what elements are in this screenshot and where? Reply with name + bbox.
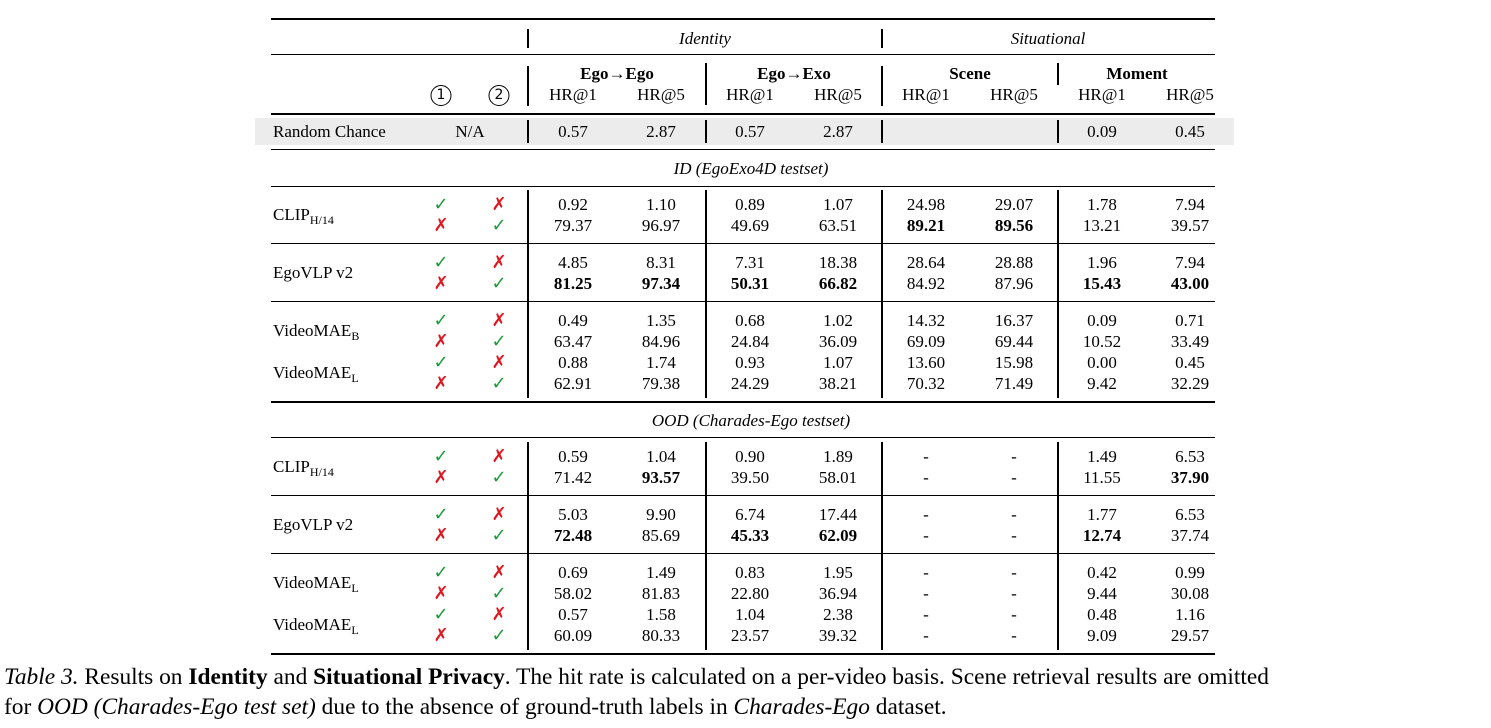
metric-header: HR@1 <box>902 85 950 104</box>
table-cell: 39.57 <box>1170 216 1210 235</box>
cross-icon: ✗ <box>433 525 449 546</box>
section-title-ood: OOD (Charades-Ego testset) <box>651 411 851 430</box>
check-icon: ✓ <box>491 373 507 394</box>
vertical-rule <box>705 120 707 143</box>
vertical-rule <box>527 29 529 48</box>
table-caption <box>4 662 1491 722</box>
table-cell: 50.31 <box>730 274 770 293</box>
check-icon: ✓ <box>491 525 507 546</box>
table-cell: 71.42 <box>553 468 593 487</box>
table-cell: 1.74 <box>646 353 676 372</box>
metric-header: HR@5 <box>637 85 685 104</box>
table-cell: 0.69 <box>558 563 588 582</box>
group-separator <box>271 553 1215 554</box>
bottom-rule <box>271 653 1215 655</box>
caption-bold: Identity <box>188 664 268 690</box>
group-rule <box>271 54 1215 55</box>
model-name: CLIP <box>273 205 310 224</box>
table-cell: - <box>1011 505 1017 524</box>
section-rule <box>271 401 1215 403</box>
vertical-rule <box>705 442 707 650</box>
model-name: VideoMAE <box>273 573 352 592</box>
table-cell: 7.31 <box>735 253 765 272</box>
table-cell: - <box>1011 626 1017 645</box>
table-cell: - <box>923 626 929 645</box>
table-cell: 84.96 <box>641 332 681 351</box>
table-cell: 0.93 <box>735 353 765 372</box>
table-cell: 9.09 <box>1087 626 1117 645</box>
table-cell: 6.53 <box>1175 505 1205 524</box>
table-cell: 36.94 <box>818 584 858 603</box>
table-cell: 1.10 <box>646 195 676 214</box>
caption-italic: OOD (Charades-Ego test set) <box>37 694 316 720</box>
table-cell: - <box>923 468 929 487</box>
table-cell: 10.52 <box>1082 332 1122 351</box>
top-rule <box>271 18 1215 20</box>
section-rule <box>271 437 1215 438</box>
table-cell: 1.16 <box>1175 605 1205 624</box>
table-cell: 97.34 <box>641 274 681 293</box>
table-cell: - <box>923 605 929 624</box>
model-label <box>273 320 359 341</box>
check-icon: ✓ <box>491 331 507 352</box>
table-cell: 1.49 <box>1087 447 1117 466</box>
vertical-rule <box>705 190 707 398</box>
caption-italic: Charades-Ego <box>733 694 870 720</box>
table-cell: 1.58 <box>646 605 676 624</box>
table-cell: 0.90 <box>735 447 765 466</box>
table-cell: - <box>1011 563 1017 582</box>
table-cell: 79.38 <box>641 374 681 393</box>
model-label <box>273 204 334 225</box>
caption-bold: Situational Privacy <box>313 664 505 690</box>
table-cell: 69.44 <box>994 332 1034 351</box>
model-subscript: H/14 <box>309 213 334 227</box>
table-cell: 23.57 <box>730 626 770 645</box>
model-subscript: L <box>351 623 359 637</box>
cross-icon: ✗ <box>491 562 507 583</box>
table-cell: 0.48 <box>1087 605 1117 624</box>
table-cell: 84.92 <box>906 274 946 293</box>
table-cell: 49.69 <box>730 216 770 235</box>
table-cell: 0.83 <box>735 563 765 582</box>
table-cell: 80.33 <box>641 626 681 645</box>
table-cell: 5.03 <box>558 505 588 524</box>
table-cell: 24.84 <box>730 332 770 351</box>
table-cell: 14.32 <box>906 311 946 330</box>
table-cell: 32.29 <box>1170 374 1210 393</box>
table-cell: 15.43 <box>1082 274 1122 293</box>
metric-header: HR@5 <box>990 85 1038 104</box>
table-cell: 96.97 <box>641 216 681 235</box>
table-cell: 71.49 <box>994 374 1034 393</box>
table-cell: 89.56 <box>994 216 1034 235</box>
table-cell: - <box>1011 526 1017 545</box>
table-cell: 11.55 <box>1083 468 1121 487</box>
table-cell: 7.94 <box>1175 253 1205 272</box>
random-chance-value: 2.87 <box>646 122 676 141</box>
model-name: EgoVLP v2 <box>273 515 354 534</box>
metric-header: HR@1 <box>726 85 774 104</box>
vertical-rule <box>881 442 883 650</box>
table-cell: 0.42 <box>1087 563 1117 582</box>
caption-text: for <box>4 694 38 720</box>
model-label <box>273 572 359 593</box>
table-cell: 2.38 <box>823 605 853 624</box>
table-cell: 81.25 <box>553 274 593 293</box>
table-cell: 9.42 <box>1087 374 1117 393</box>
task-header-ego-exo: Ego→Exo <box>757 64 831 83</box>
table-cell: 1.07 <box>823 195 853 214</box>
header-rule <box>271 113 1215 115</box>
cross-icon: ✗ <box>433 331 449 352</box>
table-cell: 58.01 <box>818 468 858 487</box>
table-cell: 62.09 <box>818 526 858 545</box>
check-icon: ✓ <box>491 583 507 604</box>
table-cell: 18.38 <box>818 253 858 272</box>
model-name: VideoMAE <box>273 321 352 340</box>
table-cell: 1.04 <box>735 605 765 624</box>
table-cell: 17.44 <box>818 505 858 524</box>
table-cell: 39.32 <box>818 626 858 645</box>
table-cell: 79.37 <box>553 216 593 235</box>
cross-icon: ✗ <box>491 504 507 525</box>
cross-icon: ✗ <box>433 583 449 604</box>
table-cell: 1.89 <box>823 447 853 466</box>
vertical-rule <box>527 442 529 650</box>
model-subscript: H/14 <box>309 465 334 479</box>
check-icon: ✓ <box>491 273 507 294</box>
table-cell: 0.99 <box>1175 563 1205 582</box>
table-cell: 1.77 <box>1087 505 1117 524</box>
table-cell: 39.50 <box>730 468 770 487</box>
vertical-rule <box>527 66 529 106</box>
metric-header: HR@1 <box>1078 85 1126 104</box>
table-cell: 66.82 <box>818 274 858 293</box>
group-separator <box>271 243 1215 244</box>
table-cell: 72.48 <box>553 526 593 545</box>
vertical-rule <box>527 190 529 398</box>
vertical-rule <box>1057 442 1059 650</box>
metric-header: HR@5 <box>814 85 862 104</box>
table-cell: 0.09 <box>1087 311 1117 330</box>
table-cell: 1.78 <box>1087 195 1117 214</box>
check-icon: ✓ <box>491 625 507 646</box>
table-cell: 29.07 <box>994 195 1034 214</box>
group-identity-label: Identity <box>679 29 731 48</box>
cross-icon: ✗ <box>491 352 507 373</box>
vertical-rule <box>881 120 883 143</box>
model-label <box>273 456 334 477</box>
random-chance-na: N/A <box>455 122 485 141</box>
table-cell: 43.00 <box>1170 274 1210 293</box>
check-icon: ✓ <box>433 604 449 625</box>
random-chance-value: 0.45 <box>1175 122 1205 141</box>
table-cell: 1.35 <box>646 311 676 330</box>
random-chance-value: 2.87 <box>823 122 853 141</box>
check-icon: ✓ <box>433 194 449 215</box>
table-cell: 24.29 <box>730 374 770 393</box>
table-cell: 1.02 <box>823 311 853 330</box>
table-cell: 1.04 <box>646 447 676 466</box>
model-subscript: L <box>351 581 359 595</box>
table-cell: 0.00 <box>1087 353 1117 372</box>
table-cell: 0.71 <box>1175 311 1205 330</box>
table-cell: 87.96 <box>994 274 1034 293</box>
cross-icon: ✗ <box>433 373 449 394</box>
table-cell: 0.88 <box>558 353 588 372</box>
task-header-scene: Scene <box>949 64 991 83</box>
table-cell: 28.64 <box>906 253 946 272</box>
vertical-rule <box>1057 120 1059 143</box>
table-cell: 81.83 <box>641 584 681 603</box>
table-cell: - <box>1011 605 1017 624</box>
caption-table-label: Table 3. <box>4 664 79 690</box>
table-cell: 9.90 <box>646 505 676 524</box>
group-situational-label: Situational <box>1010 29 1086 48</box>
table-cell: - <box>923 563 929 582</box>
task-header-ego-ego: Ego→Ego <box>580 64 654 83</box>
check-icon: ✓ <box>491 467 507 488</box>
model-label <box>273 614 359 635</box>
random-chance-value: 0.09 <box>1087 122 1117 141</box>
table-cell: 93.57 <box>641 468 681 487</box>
table-cell: 1.49 <box>646 563 676 582</box>
cross-icon: ✗ <box>433 215 449 236</box>
table-cell: - <box>1011 584 1017 603</box>
caption-text: . The hit rate is calculated on a per-video basis. Scene retrieval results are omitted <box>504 664 1269 690</box>
table-cell: 58.02 <box>553 584 593 603</box>
check-icon: ✓ <box>433 562 449 583</box>
metric-header: HR@5 <box>1166 85 1214 104</box>
group-separator <box>271 301 1215 302</box>
caption-text: dataset. <box>869 694 947 720</box>
table-cell: 30.08 <box>1170 584 1210 603</box>
table-cell: 9.44 <box>1087 584 1117 603</box>
group-separator <box>271 495 1215 496</box>
model-name: VideoMAE <box>273 363 352 382</box>
cross-icon: ✗ <box>433 467 449 488</box>
table-cell: 63.51 <box>818 216 858 235</box>
table-cell: 37.74 <box>1170 526 1210 545</box>
cross-icon: ✗ <box>491 604 507 625</box>
caption-text: and <box>267 664 314 690</box>
metric-header: HR@1 <box>549 85 597 104</box>
table-cell: 89.21 <box>906 216 946 235</box>
model-label <box>273 262 353 283</box>
table-cell: 16.37 <box>994 311 1034 330</box>
cross-icon: ✗ <box>491 252 507 273</box>
table-cell: 1.07 <box>823 353 853 372</box>
table-cell: 38.21 <box>818 374 858 393</box>
random-chance-label: Random Chance <box>273 122 386 141</box>
table-cell: 0.45 <box>1175 353 1205 372</box>
model-subscript: B <box>351 329 360 343</box>
table-cell: 63.47 <box>553 332 593 351</box>
cross-icon: ✗ <box>491 310 507 331</box>
model-label <box>273 362 359 383</box>
model-subscript: L <box>351 371 359 385</box>
table-cell: 15.98 <box>994 353 1034 372</box>
random-chance-value: 0.57 <box>735 122 765 141</box>
model-name: CLIP <box>273 457 310 476</box>
table-cell: 37.90 <box>1170 468 1210 487</box>
table-cell: 7.94 <box>1175 195 1205 214</box>
table-cell: 4.85 <box>558 253 588 272</box>
table-cell: 12.74 <box>1082 526 1122 545</box>
table-cell: 45.33 <box>730 526 770 545</box>
model-label <box>273 514 353 535</box>
section-rule <box>271 186 1215 187</box>
table-cell: 13.60 <box>906 353 946 372</box>
table-cell: - <box>923 505 929 524</box>
table-cell: 8.31 <box>646 253 676 272</box>
table-cell: - <box>1011 468 1017 487</box>
random-chance-rule <box>271 149 1215 150</box>
table-cell: 33.49 <box>1170 332 1210 351</box>
table-cell: 0.57 <box>558 605 588 624</box>
table-cell: 85.69 <box>641 526 681 545</box>
check-icon: ✓ <box>433 252 449 273</box>
table-cell: 69.09 <box>906 332 946 351</box>
table-cell: 29.57 <box>1170 626 1210 645</box>
table-cell: 6.74 <box>735 505 765 524</box>
random-chance-value: 0.57 <box>558 122 588 141</box>
table-cell: 24.98 <box>906 195 946 214</box>
table-cell: 28.88 <box>994 253 1034 272</box>
table-cell: 70.32 <box>906 374 946 393</box>
table-cell: 0.68 <box>735 311 765 330</box>
check-icon: ✓ <box>433 446 449 467</box>
cross-icon: ✗ <box>491 194 507 215</box>
table-cell: - <box>923 526 929 545</box>
table-cell: 1.96 <box>1087 253 1117 272</box>
model-name: VideoMAE <box>273 615 352 634</box>
check-icon: ✓ <box>433 310 449 331</box>
table-cell: 6.53 <box>1175 447 1205 466</box>
vertical-rule <box>1057 63 1059 85</box>
vertical-rule <box>881 66 883 106</box>
table-cell: 36.09 <box>818 332 858 351</box>
caption-text: Results on <box>78 664 189 690</box>
table-cell: 0.89 <box>735 195 765 214</box>
vertical-rule <box>881 190 883 398</box>
table-cell: 1.95 <box>823 563 853 582</box>
table-cell: - <box>923 584 929 603</box>
cross-icon: ✗ <box>433 625 449 646</box>
table-cell: - <box>1011 447 1017 466</box>
condition-1-icon: 1 <box>431 85 452 106</box>
table-cell: 60.09 <box>553 626 593 645</box>
task-header-moment: Moment <box>1106 64 1168 83</box>
table-cell: 62.91 <box>553 374 593 393</box>
check-icon: ✓ <box>433 352 449 373</box>
condition-2-icon: 2 <box>489 85 510 106</box>
table-cell: 0.92 <box>558 195 588 214</box>
caption-text: due to the absence of ground-truth labels in <box>315 694 734 720</box>
table-cell: - <box>923 447 929 466</box>
cross-icon: ✗ <box>433 273 449 294</box>
vertical-rule <box>1057 190 1059 398</box>
table-cell: 13.21 <box>1082 216 1122 235</box>
table-cell: 22.80 <box>730 584 770 603</box>
model-name: EgoVLP v2 <box>273 263 354 282</box>
vertical-rule <box>705 63 707 105</box>
table-cell: 0.49 <box>558 311 588 330</box>
vertical-rule <box>527 120 529 143</box>
vertical-rule <box>881 29 883 48</box>
check-icon: ✓ <box>433 504 449 525</box>
section-title-id: ID (EgoExo4D testset) <box>673 159 829 178</box>
cross-icon: ✗ <box>491 446 507 467</box>
table-cell: 0.59 <box>558 447 588 466</box>
check-icon: ✓ <box>491 215 507 236</box>
